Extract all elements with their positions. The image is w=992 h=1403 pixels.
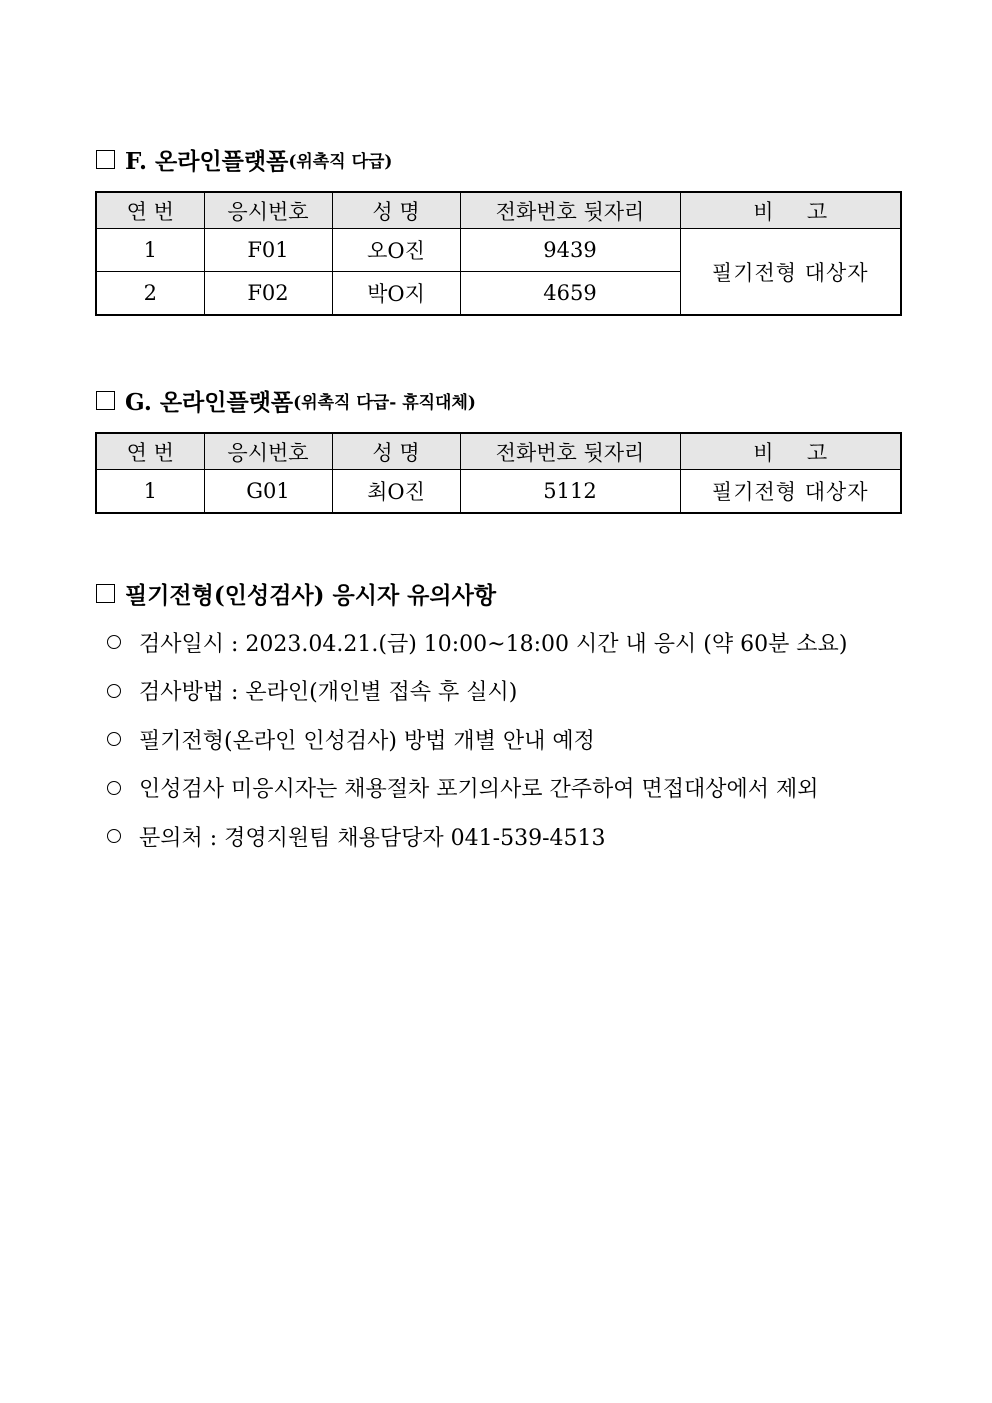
notice-item-text: 문의처 : 경영지원팀 채용담당자 041-539-4513 bbox=[139, 825, 606, 851]
remark-cell: 필기전형 대상자 bbox=[680, 229, 901, 316]
section-f-title bbox=[96, 143, 392, 176]
section-f-table bbox=[95, 191, 902, 316]
list-item bbox=[107, 667, 847, 716]
checkbox-square-icon bbox=[96, 584, 115, 603]
applicant-id: F01 bbox=[204, 229, 332, 272]
list-item bbox=[107, 812, 847, 861]
header-cell: 응시번호 bbox=[204, 433, 332, 470]
notice-title bbox=[96, 577, 496, 610]
notice-title-text: 필기전형(인성검사) 응시자 유의사항 bbox=[125, 582, 497, 609]
notice-item-text: 검사일시 : 2023.04.21.(금) 10:00~18:00 시간 내 응시 (약 60분 소요) bbox=[139, 631, 848, 657]
section-g-title-text: G. 온라인플랫폼 bbox=[125, 389, 294, 416]
list-item bbox=[107, 764, 847, 813]
notice-item-text: 필기전형(온라인 인성검사) 방법 개별 안내 예정 bbox=[139, 728, 595, 754]
header-cell: 연 번 bbox=[96, 433, 204, 470]
list-item bbox=[107, 618, 847, 667]
header-cell: 성 명 bbox=[332, 192, 460, 229]
header-cell: 응시번호 bbox=[204, 192, 332, 229]
applicant-id: G01 bbox=[204, 470, 332, 514]
phone-suffix: 5112 bbox=[460, 470, 680, 514]
applicant-id: F02 bbox=[204, 272, 332, 316]
phone-suffix: 9439 bbox=[460, 229, 680, 272]
row-number: 1 bbox=[96, 470, 204, 514]
row-number: 2 bbox=[96, 272, 204, 316]
list-item bbox=[107, 715, 847, 764]
header-cell: 전화번호 뒷자리 bbox=[460, 192, 680, 229]
header-cell: 성 명 bbox=[332, 433, 460, 470]
remark-cell: 필기전형 대상자 bbox=[680, 470, 901, 514]
checkbox-square-icon bbox=[96, 150, 115, 169]
circle-bullet-icon bbox=[107, 732, 121, 746]
applicant-name: 오O진 bbox=[332, 229, 460, 272]
table-header-row bbox=[96, 192, 901, 229]
section-g-title bbox=[96, 384, 476, 417]
notice-list bbox=[107, 618, 847, 861]
section-g-table bbox=[95, 432, 902, 514]
table-row bbox=[96, 470, 901, 514]
table-header-row bbox=[96, 433, 901, 470]
circle-bullet-icon bbox=[107, 684, 121, 698]
notice-item-text: 인성검사 미응시자는 채용절차 포기의사로 간주하여 면접대상에서 제외 bbox=[139, 777, 819, 803]
header-cell: 전화번호 뒷자리 bbox=[460, 433, 680, 470]
header-cell: 연 번 bbox=[96, 192, 204, 229]
circle-bullet-icon bbox=[107, 829, 121, 843]
header-cell: 비 고 bbox=[680, 433, 901, 470]
circle-bullet-icon bbox=[107, 781, 121, 795]
notice-item-text: 검사방법 : 온라인(개인별 접속 후 실시) bbox=[139, 680, 518, 706]
row-number: 1 bbox=[96, 229, 204, 272]
section-f-title-text: F. 온라인플랫폼 bbox=[125, 148, 289, 175]
table-row bbox=[96, 229, 901, 272]
header-cell: 비 고 bbox=[680, 192, 901, 229]
applicant-name: 박O지 bbox=[332, 272, 460, 316]
phone-suffix: 4659 bbox=[460, 272, 680, 316]
section-f-subtitle: (위촉직 다급) bbox=[288, 152, 393, 172]
circle-bullet-icon bbox=[107, 635, 121, 649]
applicant-name: 최O진 bbox=[332, 470, 460, 514]
section-g-subtitle: (위촉직 다급- 휴직대체) bbox=[293, 393, 476, 413]
checkbox-square-icon bbox=[96, 391, 115, 410]
